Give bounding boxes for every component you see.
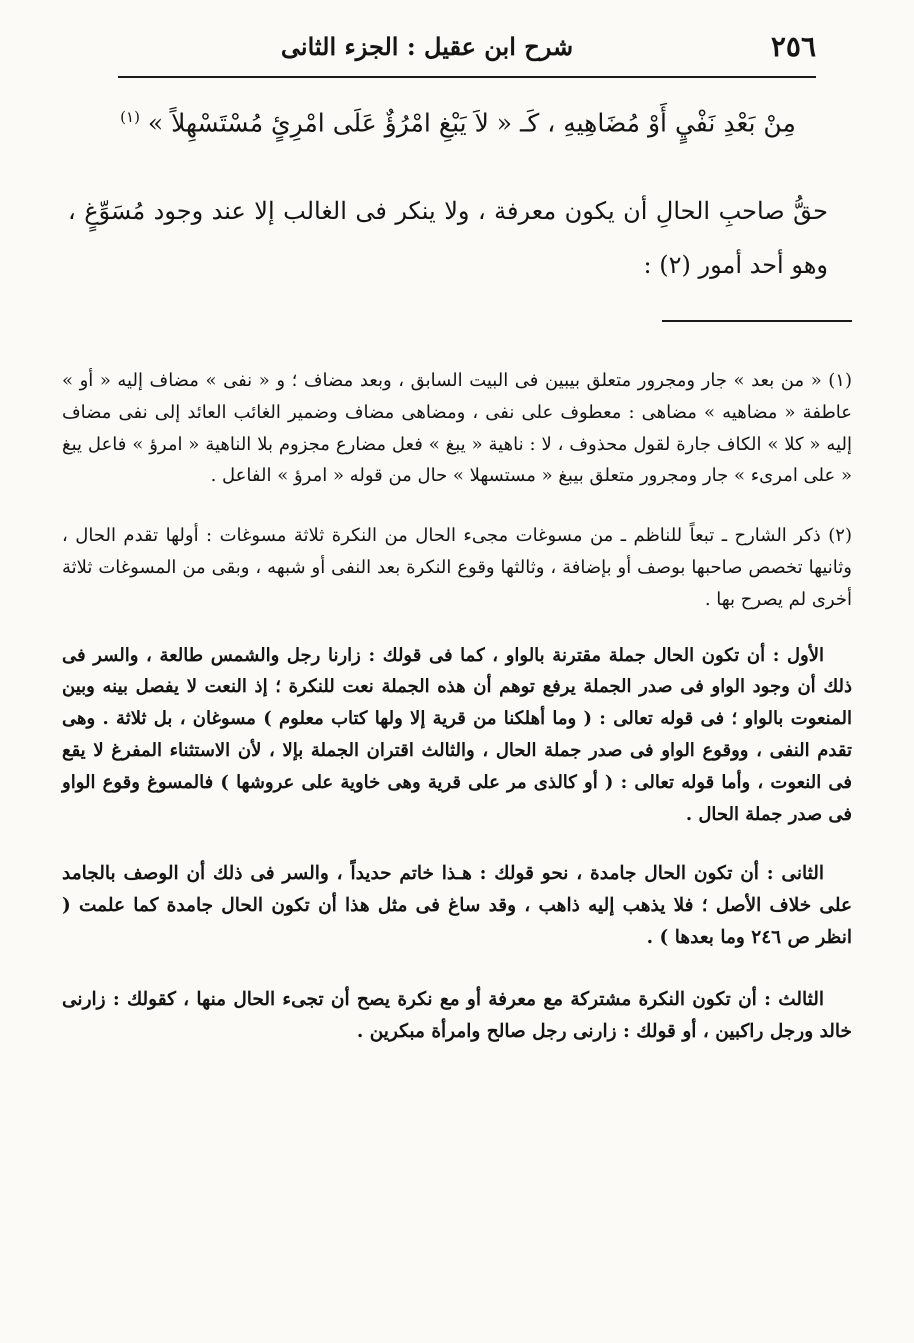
page-number: ٢٥٦ (770, 30, 816, 63)
footnote-2: (٢) ذكر الشارح ـ تبعاً للناظم ـ من مسوغات مجىء الحال من النكرة ثلاثة مسوغات : أولها تقدم الحال ، وثانيها تخصص صاحبها بوصف أو بإضافة ، وثالثها وقوع النكرة بعد النفى أو شبهه ، وبقى من المسوغات ثلاثة أخرى لم يصرح بها . (62, 525, 852, 610)
condition-third: الثالث : أن تكون النكرة مشتركة مع معرفة أو مع نكرة يصح أن تجىء الحال منها ، كقولك : زارنى خالد ورجل راكبين ، أو قولك : زارنى رجل صالح وامرأة مبكرين . (62, 988, 852, 1042)
header-rule (118, 76, 816, 78)
verse-text: مِنْ بَعْدِ نَفْيٍ أَوْ مُضَاهِيهِ ، كَـ « لاَ يَبْغِ امْرُؤٌ عَلَى امْرِئٍ مُسْتَسْهِلاً » (147, 108, 796, 138)
verse-line (86, 108, 830, 137)
condition-first: الأول : أن تكون الحال جملة مقترنة بالواو ، كما فى قولك : زارنا رجل والشمس طالعة ، والسر فى ذلك أن وجود الواو فى صدر الجملة يرفع توهم أن هذه الجملة نعت للنكرة ؛ إذ النعت لا يفصل بينه وبين المنعوت بالواو ؛ فى قوله تعالى : ( وما أهلكنا من قرية إلا ولها كتاب معلوم ) مسوغان ، بل ثلاثة . وهى تقدم النفى ، ووقوع الواو فى صدر جملة الحال ، والثالث اقتران الجملة بإلا ، لأن الاستثناء المفرغ لا يقع فى النعوت ، وأما قوله تعالى : ( أو كالذى مر على قرية وهى خاوية على عروشها ) فالمسوغ وقوع الواو فى صدر جملة الحال . (62, 644, 852, 825)
verse-footnote-ref: (١) (120, 108, 140, 126)
footnote-1: (١) « من بعد » جار ومجرور متعلق بيبين فى البيت السابق ، وبعد مضاف ؛ و « نفى » مضاف إليه « أو » عاطفة « مضاهيه » مضاهى : معطوف على نفى ، ومضاهى مضاف وضمير الغائب العائد إلى نفى مضاف إليه « كلا » الكاف جارة لقول محذوف ، لا : ناهية « يبغ » فعل مضارع مجزوم بلا الناهية « امرؤ » فاعل يبغ « على امرىء » جار ومجرور متعلق بيبغ « مستسهلا » حال من قوله « امرؤ » الفاعل . (62, 370, 852, 487)
commentary-text: حقُّ صاحبِ الحالِ أن يكون معرفة ، ولا ينكر فى الغالب إلا عند وجود مُسَوِّغٍ ، وهو أحد أمور (٢) : (68, 197, 828, 279)
running-head: شرح ابن عقيل : الجزء الثانى (280, 32, 574, 61)
page-header (118, 28, 816, 68)
condition-second: الثانى : أن تكون الحال جامدة ، نحو قولك : هـذا خاتم حديداً ، والسر فى ذلك أن الوصف بالجامد على خلاف الأصل ؛ فلا يذهب إليه ذاهب ، وقد ساغ فى مثل هذا أن تكون الحال جامدة كما علمت ( انظر ص ٢٤٦ وما بعدها ) . (62, 863, 852, 948)
footnote-rule (662, 320, 852, 322)
footnotes (62, 365, 852, 1047)
